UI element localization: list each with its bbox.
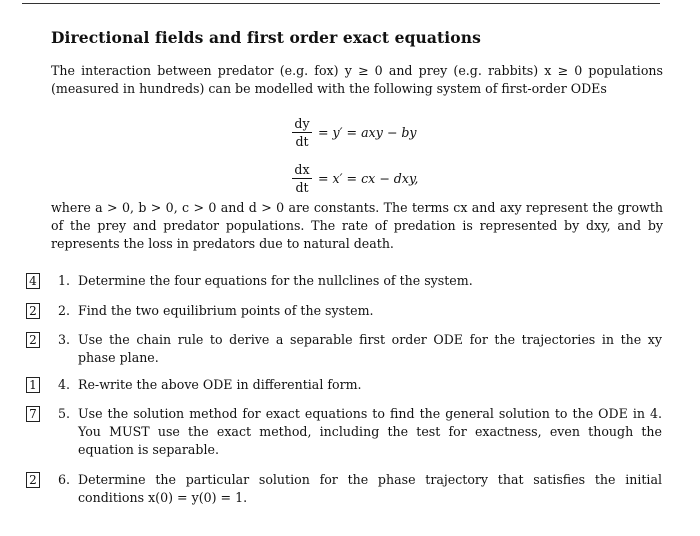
marks-box: 2	[26, 303, 40, 319]
equation-rhs: = y′ = axy − by	[318, 124, 417, 140]
fraction-dy-dt	[290, 116, 314, 149]
question-6	[26, 471, 666, 507]
question-4	[26, 376, 666, 394]
fraction-denominator: dt	[295, 133, 309, 149]
marks-box: 2	[26, 332, 40, 348]
question-number: 4.	[58, 377, 71, 392]
question-number: 5.	[58, 406, 71, 421]
equation-rhs: = x′ = cx − dxy,	[318, 170, 419, 186]
question-2	[26, 302, 666, 320]
question-3	[26, 331, 666, 367]
equation-dy-dt	[290, 112, 510, 152]
question-text: Re-write the above ODE in differential form.	[78, 377, 362, 392]
question-text: Find the two equilibrium points of the system.	[78, 303, 374, 318]
question-number: 3.	[58, 332, 71, 347]
question-text: Use the solution method for exact equations to find the general solution to the ODE in 4. You MUST use the exact method, including the test for exactness, even though the equation is separable.	[78, 406, 662, 457]
intro-paragraph: The interaction between predator (e.g. fox) y ≥ 0 and prey (e.g. rabbits) x ≥ 0 populations (measured in hundreds) can be modelled with the following system of first-order ODEs	[51, 63, 663, 96]
marks-box: 2	[26, 472, 40, 488]
fraction-denominator: dt	[295, 179, 309, 195]
fraction-numerator: dx	[294, 161, 310, 177]
question-number: 1.	[58, 273, 71, 288]
question-text: Determine the four equations for the nullclines of the system.	[78, 273, 473, 288]
question-1	[26, 272, 666, 290]
section-title: Directional fields and first order exact equations	[51, 28, 481, 47]
question-number: 2.	[58, 303, 71, 318]
fraction-numerator: dy	[294, 115, 310, 131]
ode-system	[290, 112, 510, 204]
question-text: Determine the particular solution for the phase trajectory that satisfies the initial conditions x(0) = y(0) = 1.	[78, 472, 662, 505]
question-text: Use the chain rule to derive a separable first order ODE for the trajectories in the xy phase plane.	[78, 332, 662, 365]
constants-paragraph: where a > 0, b > 0, c > 0 and d > 0 are constants. The terms cx and axy represent the growth of the prey and predator populations. The rate of predation is represented by dxy, and by represents the loss in predators due to natural death.	[51, 200, 663, 251]
marks-box: 1	[26, 377, 40, 393]
equation-dx-dt	[290, 158, 510, 198]
marks-box: 7	[26, 406, 40, 422]
marks-box: 4	[26, 273, 40, 289]
question-number: 6.	[58, 472, 71, 487]
top-rule	[22, 3, 660, 4]
fraction-dx-dt	[290, 162, 314, 195]
question-5	[26, 405, 666, 459]
